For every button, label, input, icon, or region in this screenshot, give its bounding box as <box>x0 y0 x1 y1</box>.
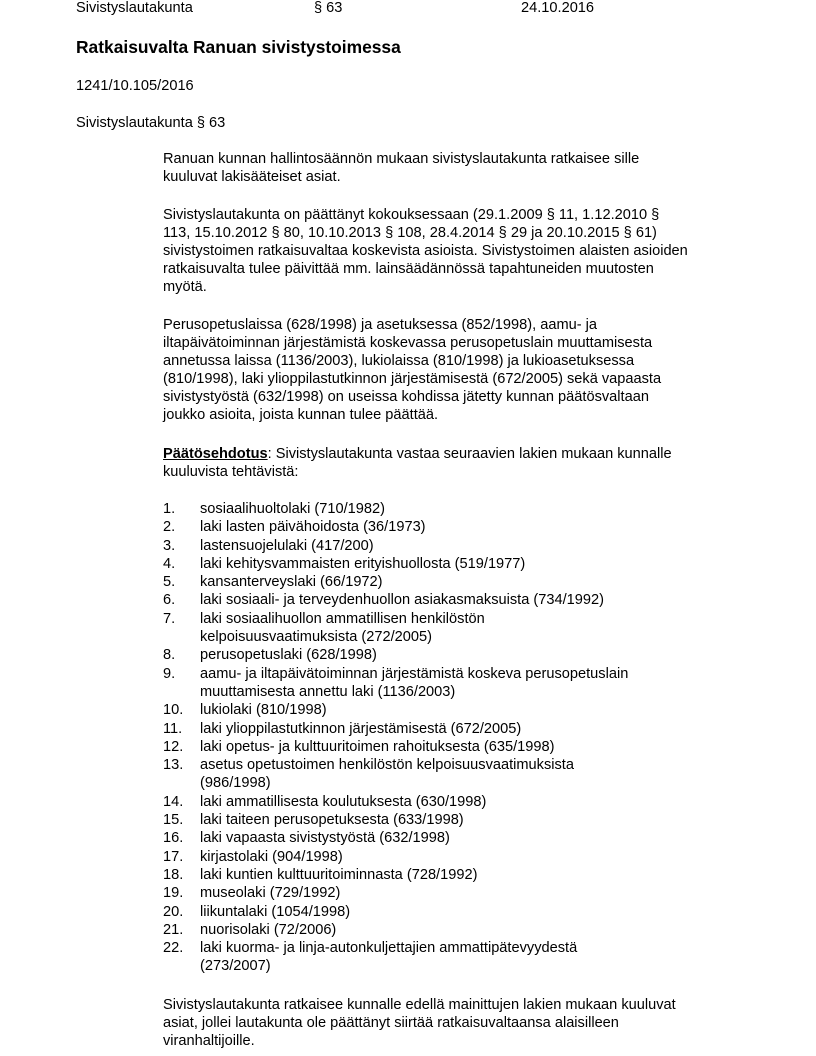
paragraph-line: sivistystoimen ratkaisuvaltaa koskevista asioista. Sivistystoimen alaisten asioiden <box>163 243 688 259</box>
list-item: 5. kansanterveyslaki (66/1972) <box>163 574 383 591</box>
list-item: 4. laki kehitysvammaisten erityishuollosta (519/1977) <box>163 555 526 572</box>
paragraph-4 <box>163 996 753 1050</box>
list-item: 1. sosiaalihuoltolaki (710/1982) <box>163 501 385 517</box>
paragraph-line: Sivistyslautakunta ratkaisee kunnalle edellä mainittujen lakien mukaan kuuluvat <box>163 997 676 1013</box>
list-item: 14. laki ammatillisesta koulutuksesta (630/1998) <box>163 793 487 810</box>
list-item: 21. nuorisolaki (72/2006) <box>163 921 337 938</box>
paragraph-line: ratkaisuvalta tulee päivittää mm. lainsäädännössä tapahtuneiden muutosten <box>163 261 654 277</box>
list-item: 20. liikuntalaki (1054/1998) <box>163 903 351 920</box>
list-item: 16. laki vapaasta sivistystyöstä (632/1998) <box>163 830 450 847</box>
header-section: § 63 <box>314 0 343 16</box>
list-item: 10. lukiolaki (810/1998) <box>163 702 327 719</box>
header-committee: Sivistyslautakunta <box>76 0 193 16</box>
list-item: 7. laki sosiaalihuollon ammatillisen henkilöstön kelpoisuusvaatimuksista (272/2005) <box>163 610 485 646</box>
list-item: 3. lastensuojelulaki (417/200) <box>163 537 374 554</box>
laws-list <box>163 500 723 976</box>
reference-number: 1241/10.105/2016 <box>76 78 194 94</box>
paragraph-line: kuuluvat lakisääteiset asiat. <box>163 169 341 185</box>
paragraph-3 <box>163 316 753 424</box>
decision-proposal <box>163 445 753 481</box>
paragraph-line: annetussa laissa (1136/2003), lukiolaissa (810/1998) ja lukioasetuksessa <box>163 353 635 369</box>
paragraph-line: sivistystyöstä (632/1998) on useissa kohdissa jätetty kunnan päätösvaltaan <box>163 389 649 405</box>
list-item: 9. aamu- ja iltapäivätoiminnan järjestämistä koskeva perusopetuslain muuttamisesta annettu laki (1136/2003) <box>163 665 629 700</box>
list-item: 15. laki taiteen perusopetuksesta (633/1998) <box>163 812 464 829</box>
paragraph-1 <box>163 150 753 186</box>
paragraph-line: Sivistyslautakunta on päättänyt kokouksessaan (29.1.2009 § 11, 1.12.2010 § <box>163 207 660 223</box>
list-item: 17. kirjastolaki (904/1998) <box>163 848 343 865</box>
list-item: 8. perusopetuslaki (628/1998) <box>163 647 377 664</box>
header-date: 24.10.2016 <box>521 0 595 16</box>
document-title: Ratkaisuvalta Ranuan sivistystoimessa <box>76 37 401 57</box>
proposal-text: kuuluvista tehtävistä: <box>163 464 299 480</box>
paragraph-line: joukko asioita, joista kunnan tulee päättää. <box>163 407 439 423</box>
list-item: 13. asetus opetustoimen henkilöstön kelpoisuusvaatimuksista (986/1998) <box>163 757 574 792</box>
proposal-text: : Sivistyslautakunta vastaa seuraavien lakien mukaan kunnalle <box>267 446 672 462</box>
paragraph-line: viranhaltijoille. <box>163 1033 255 1049</box>
paragraph-line: myötä. <box>163 279 207 295</box>
list-item: 19. museolaki (729/1992) <box>163 885 341 902</box>
paragraph-line: Perusopetuslaissa (628/1998) ja asetuksessa (852/1998), aamu- ja <box>163 317 598 333</box>
proposal-label: Päätösehdotus <box>163 446 268 462</box>
paragraph-line: asiat, jollei lautakunta ole päättänyt siirtää ratkaisuvaltaansa alaisilleen <box>163 1015 619 1031</box>
list-item: 6. laki sosiaali- ja terveydenhuollon asiakasmaksuista (734/1992) <box>163 592 604 609</box>
paragraph-line: (810/1998), laki ylioppilastutkinnon järjestämisestä (672/2005) sekä vapaasta <box>163 371 662 387</box>
list-item: 18. laki kuntien kulttuuritoiminnasta (728/1992) <box>163 866 478 883</box>
paragraph-line: 113, 15.10.2012 § 80, 10.10.2013 § 108, 28.4.2014 § 29 ja 20.10.2015 § 61) <box>163 225 657 241</box>
list-item: 11. laki ylioppilastutkinnon järjestämisestä (672/2005) <box>163 720 522 737</box>
meeting-reference: Sivistyslautakunta § 63 <box>76 115 226 131</box>
paragraph-2 <box>163 206 753 296</box>
list-item: 2. laki lasten päivähoidosta (36/1973) <box>163 519 426 536</box>
list-item: 12. laki opetus- ja kulttuuritoimen rahoituksesta (635/1998) <box>163 738 555 755</box>
paragraph-line: iltapäivätoiminnan järjestämistä koskevassa perusopetuslain muuttamisesta <box>163 335 653 351</box>
list-item: 22. laki kuorma- ja linja-autonkuljettajien ammattipätevyydestä (273/2007) <box>163 940 578 975</box>
paragraph-line: Ranuan kunnan hallintosäännön mukaan sivistyslautakunta ratkaisee sille <box>163 151 640 167</box>
